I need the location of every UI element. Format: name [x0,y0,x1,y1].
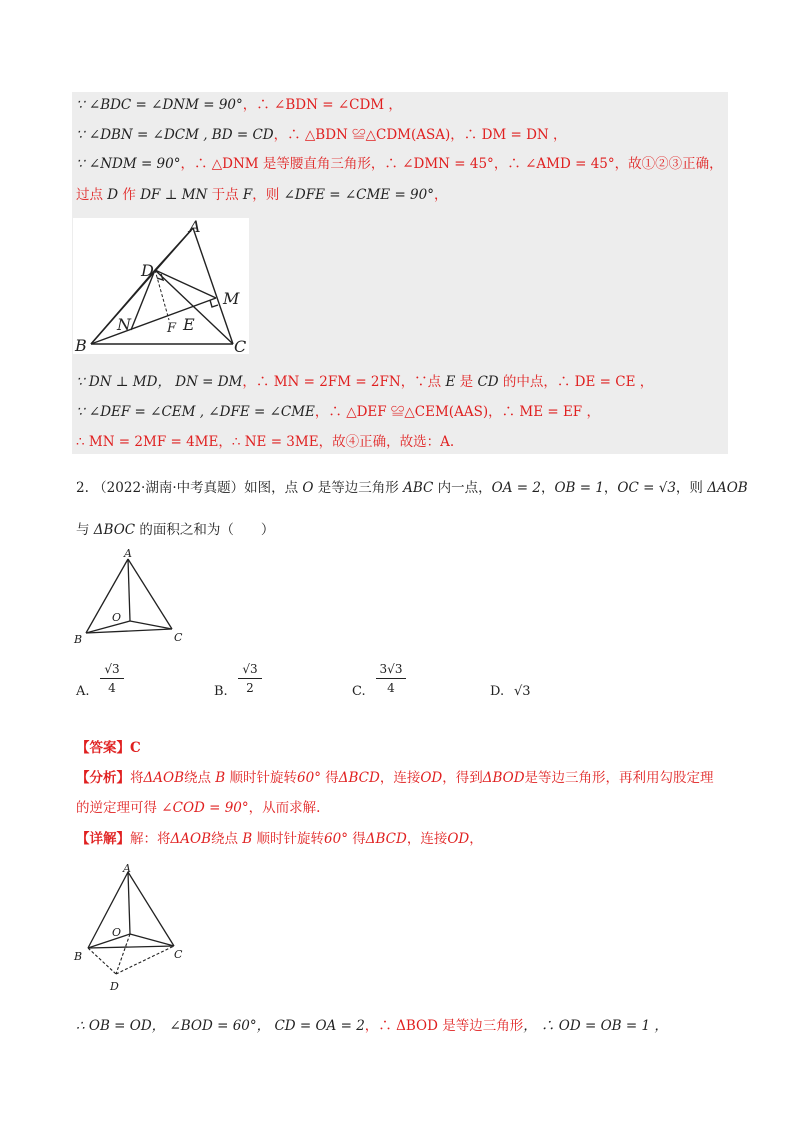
solution-line-4 [76,186,448,204]
red-text: 是等腰直角三角形 [258,156,371,172]
label-F: F [167,321,177,336]
red-text: ，∴ MN = 2FM = 2FN [242,374,401,390]
option-a[interactable] [76,660,196,706]
red-text: ，从而求解. [248,800,321,816]
text: 2. （2022·湖南·中考真题）如图，点 [76,480,303,496]
geometry-figure-1 [73,218,249,354]
math-text: ∵ ∠BDC = ∠DNM = 90° [76,97,243,113]
math-text: ΔBCD [365,831,407,847]
red-text: ，∵点 [400,374,446,390]
red-text: ，∴ △DEF ≌△CEM(AAS) [314,404,489,420]
label-A: A [189,218,201,236]
text: 过点 [76,187,108,203]
red-text: 是等边三角形，再利用勾股定理 [524,770,714,786]
math-text: ΔBOC [93,522,136,538]
analysis-tag: 【分析】 [76,770,130,786]
red-text: 将 [130,770,144,786]
fraction [238,662,262,695]
red-text: ，得到 [442,770,483,786]
math-text: ΔAOB [170,831,211,847]
math-text: CD [477,374,499,390]
math-text: 60° [297,770,321,786]
geometry-figure-3 [70,862,190,994]
text: ， [540,480,555,496]
red-text: ，连接 [406,831,448,847]
label-C: C [174,948,183,961]
math-text: OA = 2 [491,480,541,496]
math-text: F [242,187,253,203]
denominator: 4 [387,681,395,695]
math-text: OC = √3 [617,480,676,496]
math-text: ∠DFE = ∠CME = 90° [283,187,434,203]
analysis-line-2 [76,796,320,816]
detail-tag: 【详解】 [76,831,130,847]
solution-line-3 [76,155,723,173]
red-text: ，∴ ∠BDN = ∠CDM ， [242,97,402,113]
text: 与 [76,522,94,538]
option-letter: C. [352,684,366,699]
math-text: ΔBOD [482,770,525,786]
red-text: ，∴ ∠AMD = 45° [493,156,615,172]
question-line-1 [76,476,748,496]
label-C: C [174,631,183,644]
fraction [100,662,124,695]
red-text: ，∴ DM = DN ， [450,127,567,143]
math-text: ∵ DN ⊥ MD [76,374,158,390]
red-text: 是等边三角形 [437,1018,524,1034]
red-text: 是 [455,374,478,390]
math-text: OD [447,831,470,847]
red-text: ，∴ NE = 3ME [218,434,319,450]
text: 作 [118,187,141,203]
red-text: ，∴ ∠DMN = 45° [370,156,494,172]
text: ，则 [675,480,708,496]
math-text: O [302,480,314,496]
label-B: B [75,336,87,354]
solution-line-6 [76,403,600,421]
geometry-figure-2 [72,545,192,645]
label-B: B [74,950,83,963]
answer-line [76,736,141,756]
math-text: DF ⊥ MN [140,187,208,203]
solution-line-7 [76,433,454,451]
denominator: 4 [108,681,116,695]
math-text: OB = 1 [554,480,604,496]
red-text: 顺时针旋转 [225,770,298,786]
label-B: B [74,633,83,645]
analysis-line-1 [76,766,714,786]
final-line [76,1014,668,1034]
red-text: 的逆定理可得 [76,800,162,816]
label-M: M [223,289,240,308]
math-text: D [107,187,119,203]
math-text: ∵ ∠DBN = ∠DCM , BD = CD [76,127,274,143]
option-letter: A. [76,684,90,699]
solution-line-1 [76,96,402,114]
math-text: B [215,770,226,786]
text: ， [603,480,618,496]
label-A: A [124,547,132,560]
text: ， [434,187,448,203]
math-text: ， CD = OA = 2 [256,1018,365,1034]
option-letter: D. [490,684,505,699]
math-text: ∠COD = 90° [161,800,249,816]
math-text: B [242,831,253,847]
red-text: ，∴ ΔBOD [364,1018,438,1034]
text: 于点 [207,187,243,203]
red-text: 得 [347,831,366,847]
text: 是等边三角形 [313,480,404,496]
math-text: ΔAOB [707,480,748,496]
answer-tag: 【答案】 [76,740,130,756]
label-E: E [183,315,195,334]
red-text: ， [469,831,483,847]
red-text: ，连接 [379,770,421,786]
numerator: 3√3 [376,662,406,679]
option-d[interactable] [490,660,610,706]
detail-line-1 [76,827,483,847]
solution-line-2 [76,126,567,144]
red-text: 绕点 [184,770,216,786]
text: 的面积之和为（ ） [135,522,275,538]
option-letter: B. [214,684,228,699]
option-b[interactable] [214,660,334,706]
option-c[interactable] [352,660,472,706]
math-text: ABC [403,480,434,496]
math-text: ， ∠BOD = 60° [151,1018,257,1034]
math-text: OD [420,770,443,786]
red-text: 解：将 [130,831,171,847]
red-text: 绕点 [211,831,243,847]
text: 内一点， [433,480,492,496]
label-D: D [141,261,154,280]
option-value: √3 [514,684,531,699]
answer-value: C [130,740,141,756]
text: ，则 [252,187,284,203]
math-text: ∵ ∠DEF = ∠CEM , ∠DFE = ∠CME [76,404,315,420]
red-text: ∴ MN = 2MF = 4ME [76,434,219,450]
fraction [376,662,406,695]
math-text: ， ∴ OD = OB = 1 ， [523,1018,668,1034]
label-O: O [112,926,122,939]
math-text: ∴ OB = OD [76,1018,152,1034]
numerator: √3 [238,662,262,679]
math-text: 60° [324,831,348,847]
red-text: ，故①②③正确， [614,156,723,172]
math-text: ， DN = DM [157,374,243,390]
label-A: A [123,862,131,875]
red-text: ，∴ △DNM [180,156,259,172]
label-C: C [234,337,247,354]
red-text: ，∴ △BDN ≌△CDM(ASA) [273,127,451,143]
red-text: ，故④正确，故选：A. [318,434,455,450]
red-text: 得 [320,770,339,786]
label-O: O [112,611,122,624]
math-text: ΔBCD [338,770,380,786]
red-text: 顺时针旋转 [252,831,325,847]
math-text: ΔAOB [143,770,184,786]
solution-line-5 [76,373,653,391]
math-text: ∵ ∠NDM = 90° [76,156,181,172]
red-text: 的中点，∴ DE = CE ， [498,374,654,390]
question-line-2 [76,518,274,538]
label-N: N [117,315,131,334]
label-D: D [110,980,119,993]
math-text: E [445,374,456,390]
denominator: 2 [246,681,254,695]
numerator: √3 [100,662,124,679]
red-text: ，∴ ME = EF ， [488,404,600,420]
